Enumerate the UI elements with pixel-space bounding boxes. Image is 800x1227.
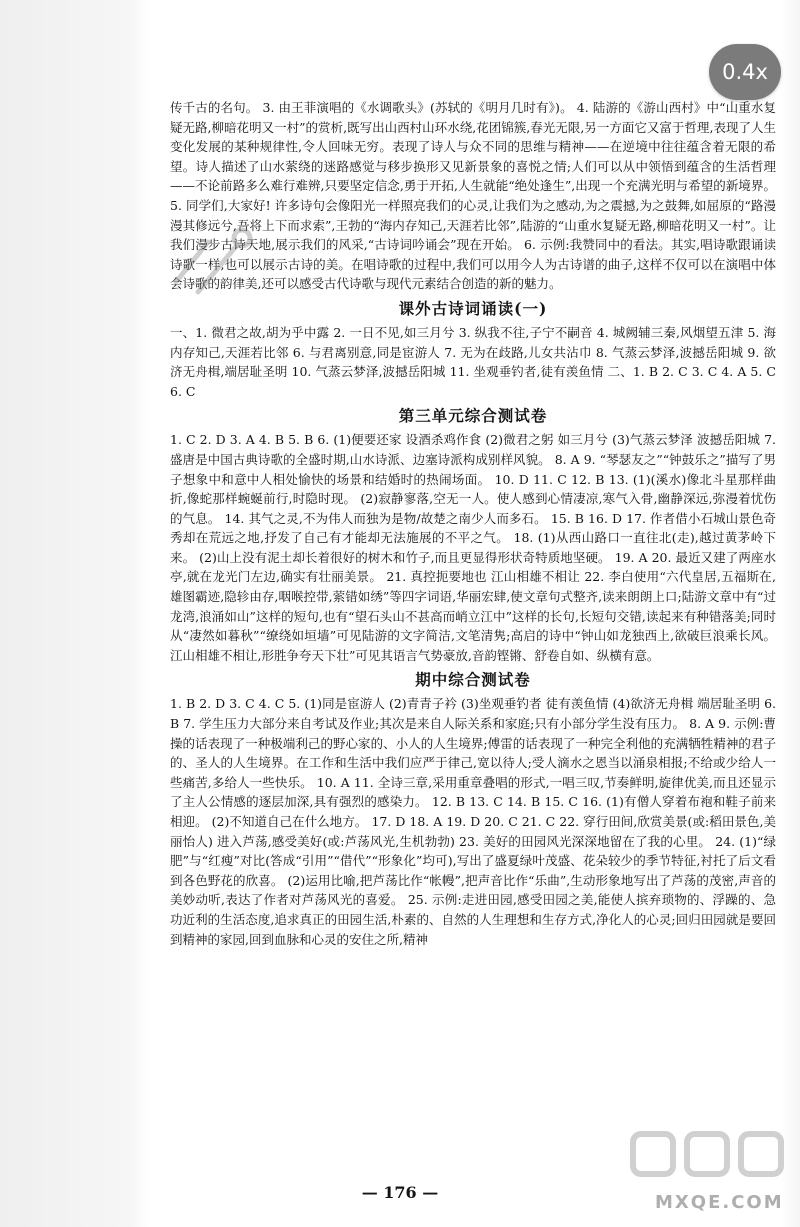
section-body-2: 1. C 2. D 3. A 4. B 5. B 6. (1)便要还家 设酒杀鸡作食 (2)微君之躬 如三月兮 (3)气蒸云梦泽 波撼岳阳城 7. 盛唐是中国古典诗歌的全盛时期,山水诗派、边塞诗派构成别样风貌。 8. A 9. “琴瑟友之”“钟鼓乐之”描写了男子想象中和意中人相处愉快的场景和结婚时的热闹场面。 10. D 11. C 12. B 13. (1)(溪水)像北斗星那样曲折,像蛇那样蜿蜒前行,时隐时现。 (2)寂静寥落,空无一人。使人感到心情凄凉,寒气入骨,幽静深远,弥漫着忧伤的气息。 14. 其气之灵,不为伟人而独为是物/故楚之南少人而多石。 15. B 16. D 17. 作者借小石城山景色奇秀却在荒远之地,抒发了自己有才能却无法施展的不平之气。 18. (1)从西山路口一直往北(走),越过黄茅岭下来。 (2)山上没有泥土却长着很好的树木和竹子,而且更显得形状奇特质地坚硬。 19. A 20. 最近又建了两座水亭,就在龙光门左边,确实有壮丽美景。 21. 真控扼要地也 江山相雄不相让 22. 李白使用“六代皇居,五福斯在,雄图霸迹,隐轸由存,咽喉控带,萦错如绣”等四字词语,华丽宏肆,使文章句式整齐,读来朗朗上口;陆游文章中有“过龙湾,浪涌如山”这样的短句,也有“望石头山不甚高而峭立江中”这样的长句,长短句交错,读起来有种错落美;同时从“凄然如暮秋”“缭绕如垣墙”可见陆游的文字简洁,文笔清隽;高启的诗中“钟山如龙独西上,欲破巨浪乘长风。江山相雄不相让,形胜争夸天下壮”可见其语言气势豪放,音韵铿锵、舒卷自如、纵横有意。 bbox=[170, 432, 776, 663]
answer-page bbox=[170, 98, 776, 1158]
section-title-3: 期中综合测试卷 bbox=[415, 670, 531, 690]
section-body-3: 1. B 2. D 3. C 4. C 5. (1)同是宦游人 (2)青青子衿 (3)坐观垂钓者 徒有羡鱼情 (4)欲济无舟楫 端居耻圣明 6. B 7. 学生压力大部分来自考试及作业;其次是来自人际关系和家庭;只有小部分学生没有压力。 8. A 9. 示例:曹操的话表现了一种极端利己的野心家的、小人的人生境界;傅雷的话表现了一种完全利他的充满牺牲精神的君子的、圣人的人生境界。在工作和生活中我们应严于律己,宽以待人;受人滴水之恩当以涌泉相报;不给或少给人一些痛苦,多给人一些快乐。 10. A 11. 全诗三章,采用重章叠唱的形式,一唱三叹,节奏鲜明,旋律优美,而且还显示了主人公情感的逐层加深,具有强烈的感染力。 12. B 13. C 14. B 15. C 16. (1)有僧人穿着布袍和鞋子前来相迎。 (2)不知道自己在什么地方。 17. D 18. A 19. D 20. C 21. C 22. 穿行田间,欣赏美景(或:稻田景色,美丽怡人) 进入芦荡,感受美好(或:芦荡风光,生机勃勃) 23. 美好的田园风光深深地留在了我的心里。 24. (1)“绿肥”与“红瘦”对比(答成“引用”“借代”“形象化”均可),写出了盛夏绿叶茂盛、花朵较少的季节特征,衬托了后文看到各色野花的欣喜。 (2)运用比喻,把芦荡比作“帐幔”,把声音比作“乐曲”,生动形象地写出了芦荡的茂密,声音的美妙动听,表达了作者对芦荡风光的喜爱。 25. 示例:走进田园,感受田园之美,能使人摈弃琐物的、浮躁的、急功近利的生活态度,追求真正的田园生活,朴素的、自然的人生理想和生存方式,净化人的心灵;回归田园就是要回到精神的家园,回到血脉和心灵的安住之所,精神 bbox=[170, 696, 776, 947]
section-title-2: 第三单元综合测试卷 bbox=[398, 406, 548, 426]
section-body-1: 一、1. 微君之故,胡为乎中露 2. 一日不见,如三月兮 3. 纵我不往,子宁不嗣音 4. 城阙辅三秦,风烟望五津 5. 海内存知己,天涯若比邻 6. 与君离别意,同是宦游人 7. 无为在歧路,儿女共沾巾 8. 气蒸云梦泽,波撼岳阳城 9. 欲济无舟楫,端居耻圣明 10. 气蒸云梦泽,波撼岳阳城 11. 坐观垂钓者,徒有羡鱼情 二、1. B 2. C 3. C 4. A 5. C 6. C bbox=[170, 324, 776, 399]
paragraph-intro: 传千古的名句。 3. 由王菲演唱的《水调歌头》(苏轼的《明月几时有》)。 4. 陆游的《游山西村》中“山重水复疑无路,柳暗花明又一村”的赏析,既写出山西村山环水绕,花团锦簇,春光无限,另一方面它又富于哲理,表现了人生变化发展的某种规律性,令人回味无穷。表现了诗人与众不同的思维与精神——在逆境中往往蕴含着无限的希望。诗人描述了山水萦绕的迷路感觉与移步换形又见新景象的喜悦之情;人们可以从中领悟到蕴含的生活哲理——不论前路多么难行难辨,只要坚定信念,勇于开拓,人生就能“绝处逢生”,出现一个充满光明与希望的新境界。 5. 同学们,大家好! 许多诗句会像阳光一样照亮我们的心灵,让我们为之感动,为之震撼,为之鼓舞,如屈原的“路漫漫其修远兮,吾将上下而求索”,王勃的“海内存知己,天涯若比邻”,陆游的“山重水复疑无路,柳暗花明又一村”。让我们漫步古诗天地,展示我们的风采,“古诗词吟诵会”现在开始。 6. 示例:我赞同中的看法。其实,唱诗歌跟诵读诗歌一样,也可以展示古诗的美。在唱诗歌的过程中,我们可以用今人为古诗谱的曲子,这样不仅可以在演唱中体会诗歌的韵律美,还可以感受古代诗歌与现代元素结合创造的新的魅力。 bbox=[170, 100, 776, 292]
watermark-text: MXQE.COM bbox=[655, 1192, 784, 1213]
page-number: — 176 — bbox=[361, 1183, 439, 1202]
zoom-level-badge[interactable]: 0.4x bbox=[709, 44, 781, 100]
section-title-1: 课外古诗词诵读(一) bbox=[398, 298, 548, 318]
